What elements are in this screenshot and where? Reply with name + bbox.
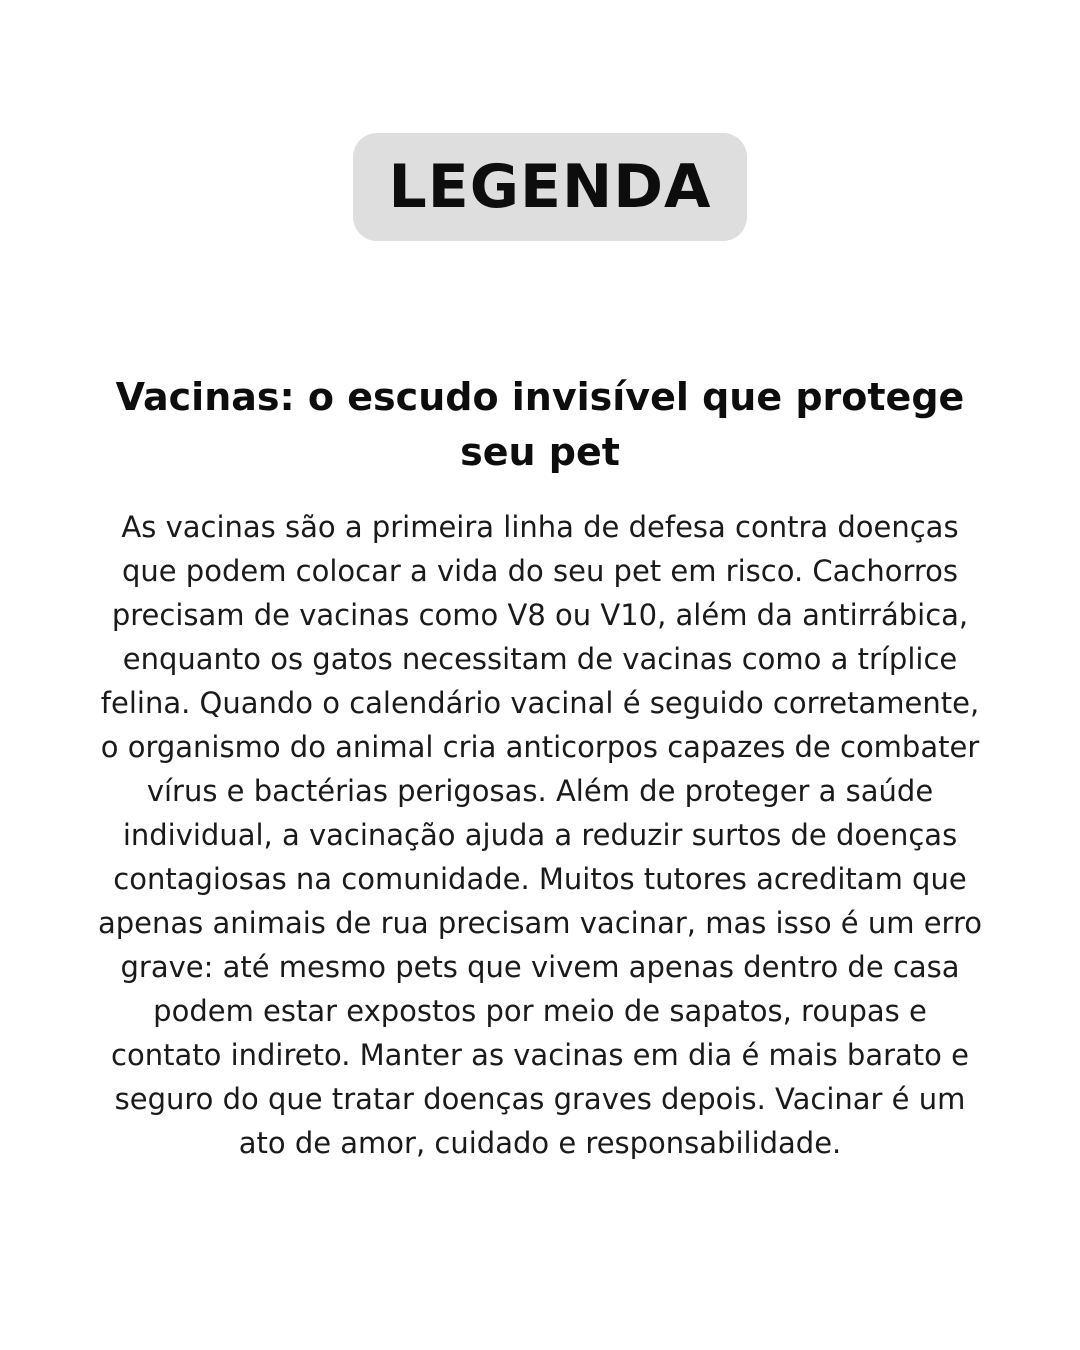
badge-label: LEGENDA bbox=[388, 152, 712, 222]
article-body: As vacinas são a primeira linha de defesa contra doenças que podem colocar a vida do seu pet em risco. Cachorros precisam de vacinas como V8 ou V10, além da antirrábica, enquanto os gatos necessitam de vacinas como a tríplice felina. Quando o calendário vacinal é seguido corretamente, o organismo do animal cria anticorpos capazes de combater vírus e bactérias perigosas. Além de proteger a saúde individual, a vacinação ajuda a reduzir surtos de doenças contagiosas na comunidade. Muitos tutores acreditam que apenas animais de rua precisam vacinar, mas isso é um erro grave: até mesmo pets que vivem apenas dentro de casa podem estar expostos por meio de sapatos, roupas e contato indireto. Manter as vacinas em dia é mais barato e seguro do que tratar doenças graves depois. Vacinar é um ato de amor, cuidado e responsabilidade. bbox=[98, 510, 982, 1160]
article-title: Vacinas: o escudo invisível que protege seu pet bbox=[115, 375, 965, 474]
legend-badge bbox=[353, 133, 747, 241]
